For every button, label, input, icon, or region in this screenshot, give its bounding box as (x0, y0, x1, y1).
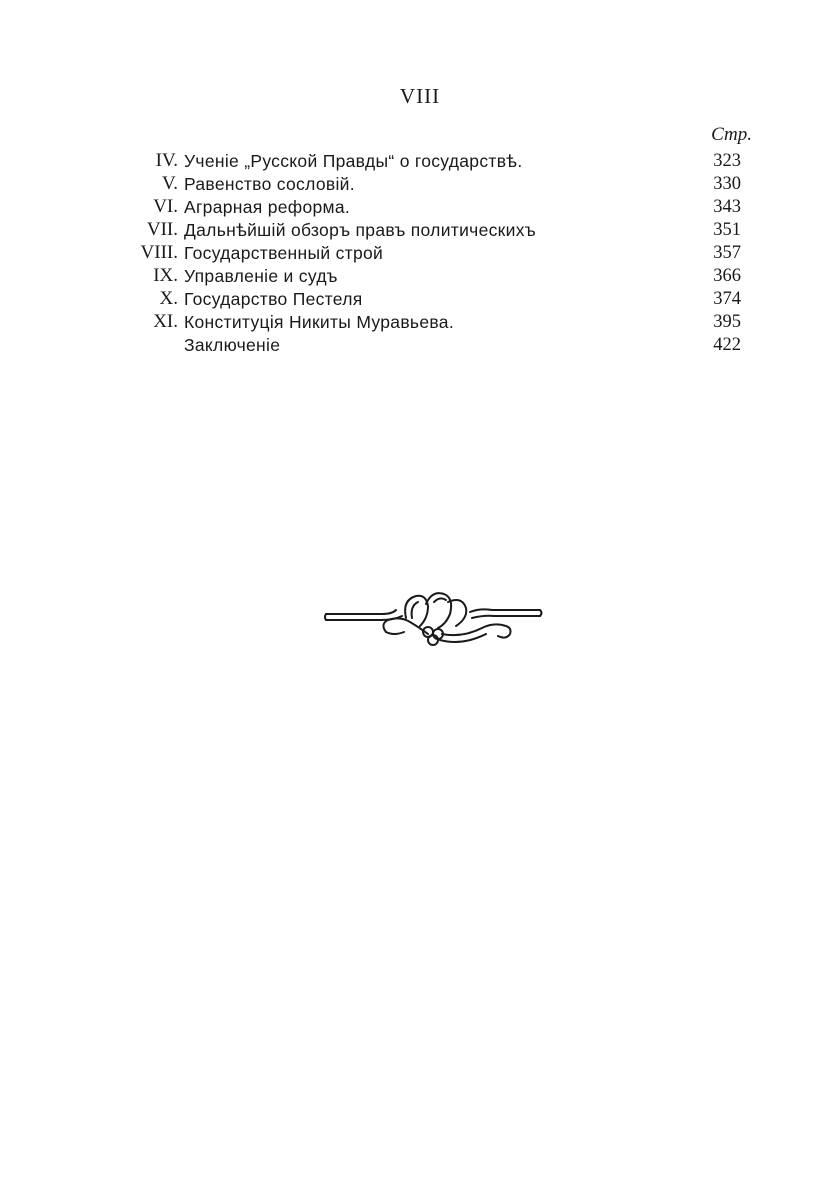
chapter-number: VII. (146, 219, 178, 240)
toc-row (0, 288, 840, 310)
toc-row (0, 334, 840, 356)
chapter-title: Государственный строй (184, 243, 384, 263)
chapter-page: 395 (713, 312, 741, 332)
page-column-label: Стр. (711, 124, 752, 145)
chapter-title: Ученіе „Русской Правды“ о государствѣ. (184, 151, 523, 171)
toc-row (0, 219, 840, 241)
toc-row (0, 265, 840, 287)
toc-row (0, 196, 840, 218)
chapter-page: 374 (713, 289, 741, 309)
chapter-page: 422 (713, 335, 741, 355)
chapter-page: 323 (713, 151, 741, 171)
chapter-title: Управленіе и судъ (184, 266, 338, 286)
toc-row (0, 242, 840, 264)
chapter-title: Дальнѣйшій обзоръ правъ политическихъ (184, 220, 536, 240)
chapter-title: Аграрная реформа. (184, 197, 351, 217)
toc-row (0, 150, 840, 172)
chapter-number: X. (159, 288, 178, 309)
toc-row (0, 311, 840, 333)
chapter-page: 357 (713, 243, 741, 263)
page-number: VIII (399, 84, 441, 108)
chapter-page: 351 (713, 220, 741, 240)
chapter-title: Заключеніе (184, 335, 281, 355)
toc-row (0, 173, 840, 195)
chapter-number: XI. (153, 311, 178, 332)
chapter-page: 343 (713, 197, 741, 217)
chapter-title: Равенство сословій. (184, 174, 355, 194)
chapter-title: Государство Пестеля (184, 289, 363, 309)
chapter-number: V. (161, 173, 178, 194)
chapter-title: Конституція Никиты Муравьева. (184, 312, 454, 332)
chapter-number: VI. (153, 196, 178, 217)
chapter-page: 330 (713, 174, 741, 194)
chapter-number: IX. (153, 265, 178, 286)
chapter-page: 366 (713, 266, 741, 286)
chapter-number: VIII. (140, 242, 178, 263)
chapter-number: IV. (155, 150, 178, 171)
floral-ornament-icon (322, 588, 546, 660)
